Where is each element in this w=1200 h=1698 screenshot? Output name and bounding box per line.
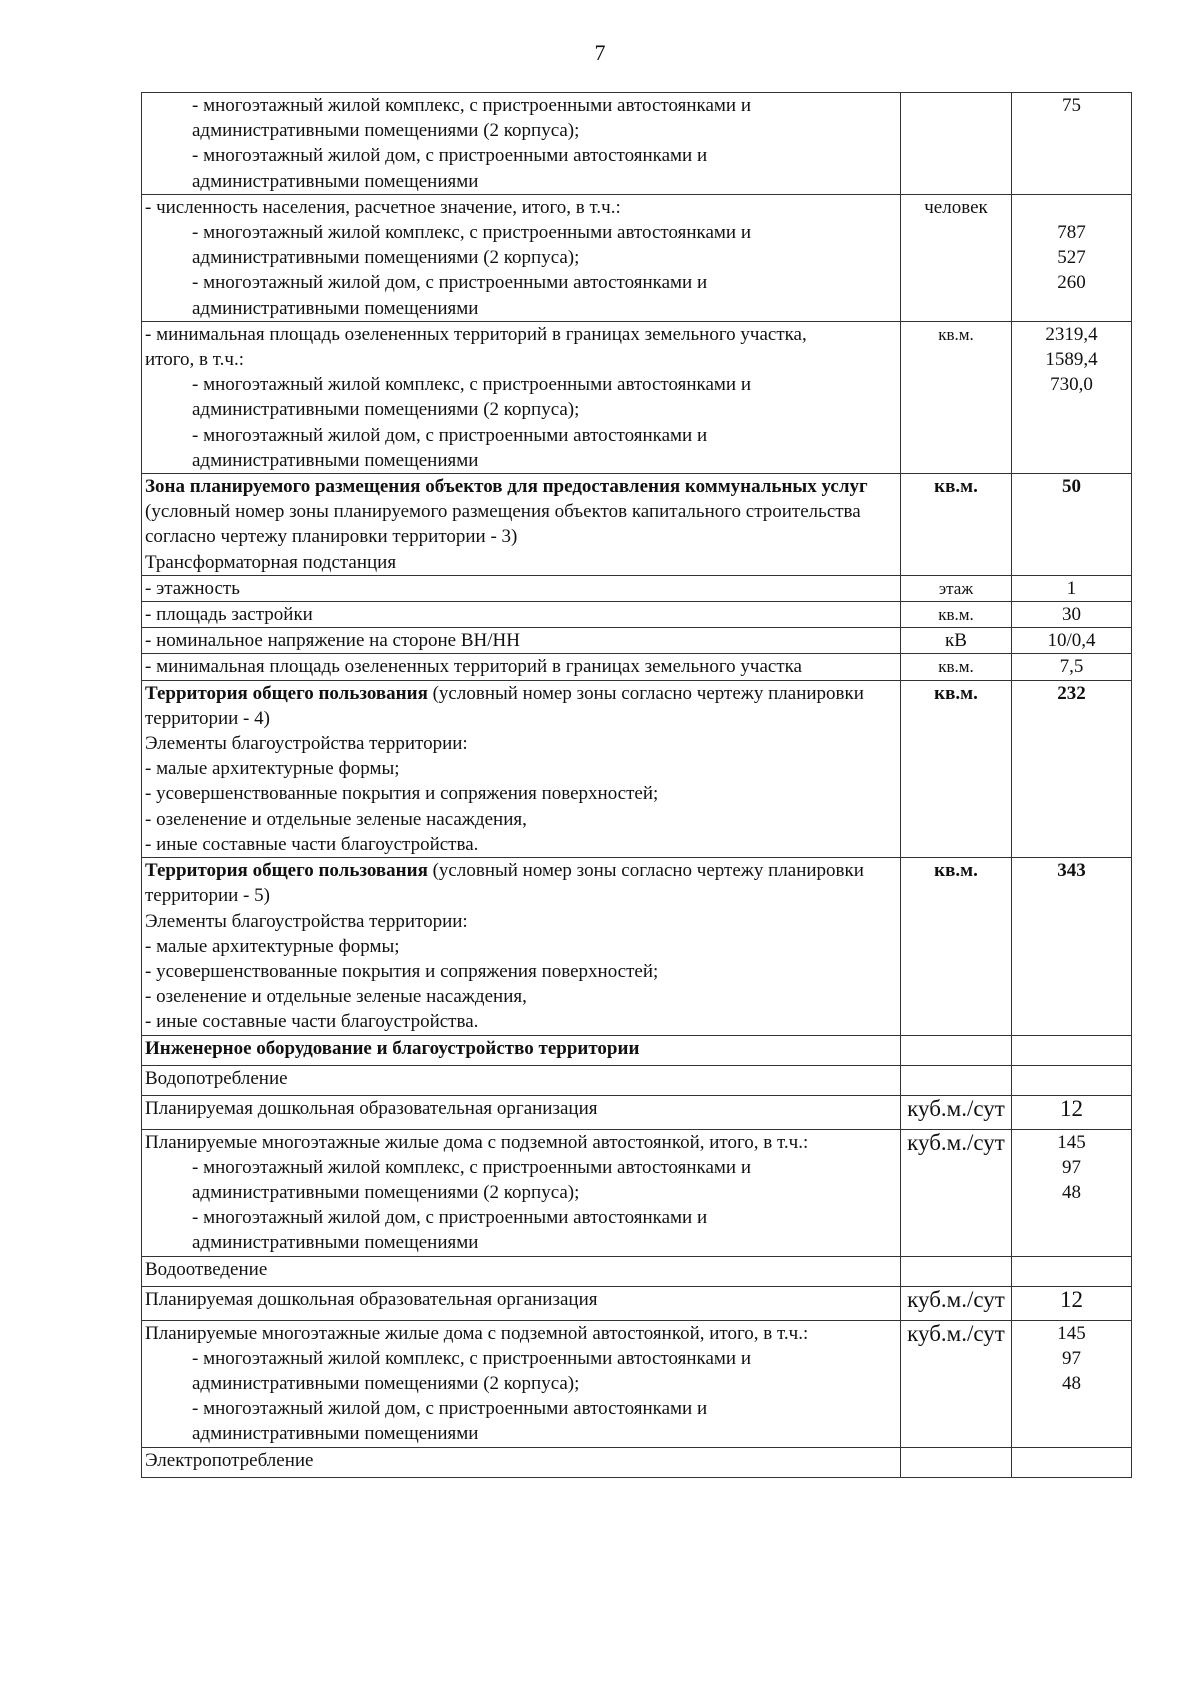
- row-description: - площадь застройки: [142, 602, 901, 628]
- row-description: Территория общего пользования (условный номер зоны согласно чертежу планировки территории - 5) Элементы благоустройства территории: - малые архитектурные формы; - усовершенствованные покрытия и сопряжения поверхностей; - озеленение и отдельные зеленые насаждения, - иные составные части благоустройства.: [142, 858, 901, 1035]
- row-unit: куб.м./сут: [901, 1286, 1012, 1320]
- row-description: Планируемые многоэтажные жилые дома с подземной автостоянкой, итого, в т.ч.: - многоэтажный жилой комплекс, с пристроенными автостоянками и административными помещениями (2 корпуса); - многоэтажный жилой дом, с пристроенными автостоянками и административными помещениями: [142, 1320, 901, 1447]
- row-description: - минимальная площадь озелененных территорий в границах земельного участка, итого, в т.ч.: - многоэтажный жилой комплекс, с пристроенными автостоянками и административными помещениями (2 корпуса); - многоэтажный жилой дом, с пристроенными автостоянками и административными помещениями: [142, 321, 901, 473]
- table-row: [142, 1035, 1132, 1065]
- row-unit: куб.м./сут: [901, 1129, 1012, 1256]
- row-value: 2319,4 1589,4 730,0: [1012, 321, 1132, 473]
- row-value: 30: [1012, 602, 1132, 628]
- table-row: [142, 575, 1132, 601]
- row-description: - номинальное напряжение на стороне ВН/НН: [142, 628, 901, 654]
- table-row: [142, 1256, 1132, 1286]
- row-unit: куб.м./сут: [901, 1320, 1012, 1447]
- row-description: Зона планируемого размещения объектов для предоставления коммунальных услуг (условный номер зоны планируемого размещения объектов капитального строительства согласно чертежу планировки территории - 3) Трансформаторная подстанция: [142, 474, 901, 576]
- page-number: 7: [594, 40, 606, 65]
- table-row: [142, 1320, 1132, 1447]
- table-row: [142, 858, 1132, 1035]
- row-unit: человек: [901, 194, 1012, 321]
- row-value: 75: [1012, 93, 1132, 195]
- row-value: 50: [1012, 474, 1132, 576]
- table-row: [142, 602, 1132, 628]
- row-description: - этажность: [142, 575, 901, 601]
- row-unit: кв.м.: [901, 680, 1012, 857]
- table-row: [142, 628, 1132, 654]
- row-unit: кв.м.: [901, 858, 1012, 1035]
- table-row: [142, 1095, 1132, 1129]
- row-unit: этаж: [901, 575, 1012, 601]
- row-value: 145 97 48: [1012, 1129, 1132, 1256]
- section-heading: Водопотребление: [142, 1065, 901, 1095]
- row-unit: кв.м.: [901, 602, 1012, 628]
- row-unit: [901, 93, 1012, 195]
- row-value: 787 527 260: [1012, 194, 1132, 321]
- row-description: Планируемая дошкольная образовательная организация: [142, 1095, 901, 1129]
- row-value: 1: [1012, 575, 1132, 601]
- row-value: 10/0,4: [1012, 628, 1132, 654]
- table-row: [142, 474, 1132, 576]
- zone-title: Территория общего пользования: [145, 682, 428, 704]
- row-value: 232: [1012, 680, 1132, 857]
- table-row: [142, 1129, 1132, 1256]
- table-row: [142, 194, 1132, 321]
- section-heading: Водоотведение: [142, 1256, 901, 1286]
- row-unit: кв.м.: [901, 654, 1012, 680]
- row-value: 343: [1012, 858, 1132, 1035]
- row-description: Территория общего пользования (условный номер зоны согласно чертежу планировки территории - 4) Элементы благоустройства территории: - малые архитектурные формы; - усовершенствованные покрытия и сопряжения поверхностей; - озеленение и отдельные зеленые насаждения, - иные составные части благоустройства.: [142, 680, 901, 857]
- parameters-table: [141, 92, 1132, 1478]
- row-description: Планируемые многоэтажные жилые дома с подземной автостоянкой, итого, в т.ч.: - многоэтажный жилой комплекс, с пристроенными автостоянками и административными помещениями (2 корпуса); - многоэтажный жилой дом, с пристроенными автостоянками и административными помещениями: [142, 1129, 901, 1256]
- row-description: - минимальная площадь озелененных территорий в границах земельного участка: [142, 654, 901, 680]
- table-row: [142, 1447, 1132, 1477]
- zone-title: Территория общего пользования: [145, 860, 428, 882]
- row-description: - численность населения, расчетное значение, итого, в т.ч.: - многоэтажный жилой комплекс, с пристроенными автостоянками и административными помещениями (2 корпуса); - многоэтажный жилой дом, с пристроенными автостоянками и административными помещениями: [142, 194, 901, 321]
- section-heading: Инженерное оборудование и благоустройство территории: [142, 1035, 901, 1065]
- table-row: [142, 654, 1132, 680]
- section-heading: Электропотребление: [142, 1447, 901, 1477]
- row-unit: куб.м./сут: [901, 1095, 1012, 1129]
- row-description: - многоэтажный жилой комплекс, с пристроенными автостоянками и административными помещениями (2 корпуса); - многоэтажный жилой дом, с пристроенными автостоянками и административными помещениями: [142, 93, 901, 195]
- table-row: [142, 1065, 1132, 1095]
- table-row: [142, 321, 1132, 473]
- row-description: Планируемая дошкольная образовательная организация: [142, 1286, 901, 1320]
- row-value: 12: [1012, 1286, 1132, 1320]
- row-value: 7,5: [1012, 654, 1132, 680]
- table-row: [142, 1286, 1132, 1320]
- zone-title: Зона планируемого размещения объектов для предоставления коммунальных услуг: [145, 476, 868, 498]
- table-row: [142, 680, 1132, 857]
- table-row: [142, 93, 1132, 195]
- row-value: 12: [1012, 1095, 1132, 1129]
- row-unit: кв.м.: [901, 474, 1012, 576]
- row-unit: кВ: [901, 628, 1012, 654]
- row-value: 145 97 48: [1012, 1320, 1132, 1447]
- row-unit: кв.м.: [901, 321, 1012, 473]
